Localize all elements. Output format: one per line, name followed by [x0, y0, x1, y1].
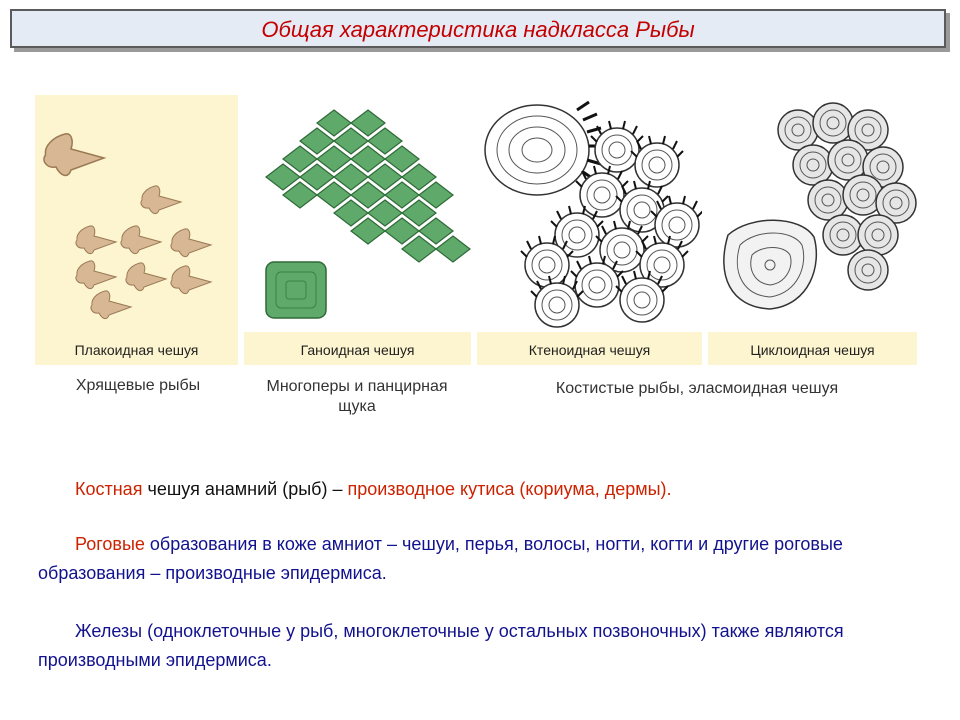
caption-cycloid: Циклоидная чешуя — [750, 342, 875, 358]
label-bony-fish: Костистые рыбы, эласмоидная чешуя — [555, 380, 839, 397]
scales-figure — [35, 95, 917, 365]
label-polypterus-line1: Многоперы и панцирная — [266, 378, 448, 395]
term-cutis-derivative: производное кутиса (кориума, дермы). — [347, 479, 672, 499]
panel-ganoid — [244, 95, 471, 365]
slide-title: Общая характеристика надкласса Рыбы — [261, 17, 695, 42]
text-fragment: чешуя анамний (рыб) – — [142, 479, 348, 499]
caption-placoid: Плакоидная чешуя — [74, 342, 199, 358]
term-horny: Роговые — [75, 534, 145, 554]
text-fragment: образования в коже амниот – чешуи, перья, волосы, ногти, когти и другие роговые образования – производные эпидермиса. — [38, 534, 843, 583]
term-bony: Костная — [75, 479, 143, 499]
panel-placoid — [35, 95, 238, 365]
ctenoid-scales-illustration — [477, 95, 702, 332]
label-cartilaginous-fish: Хрящевые рыбы — [75, 377, 201, 394]
placoid-scales-illustration — [35, 95, 238, 332]
paragraph-horny-formations — [38, 530, 928, 588]
paragraph-glands — [38, 617, 928, 675]
caption-ctenoid: Ктеноидная чешуя — [528, 342, 651, 358]
panel-ctenoid — [477, 95, 702, 365]
label-polypterus-line2: щука — [338, 398, 376, 415]
text-fragment: Железы (одноклеточные у рыб, многоклеточные у остальных позвоночных) также являются производными эпидермиса. — [38, 621, 844, 670]
label-polypterus — [240, 377, 474, 417]
ganoid-scales-illustration — [244, 95, 471, 332]
caption-ganoid: Ганоидная чешуя — [300, 342, 415, 358]
panel-cycloid — [708, 95, 917, 365]
paragraph-bony-scales — [38, 475, 928, 504]
title-bar — [10, 9, 946, 48]
cycloid-scales-illustration — [708, 95, 917, 332]
